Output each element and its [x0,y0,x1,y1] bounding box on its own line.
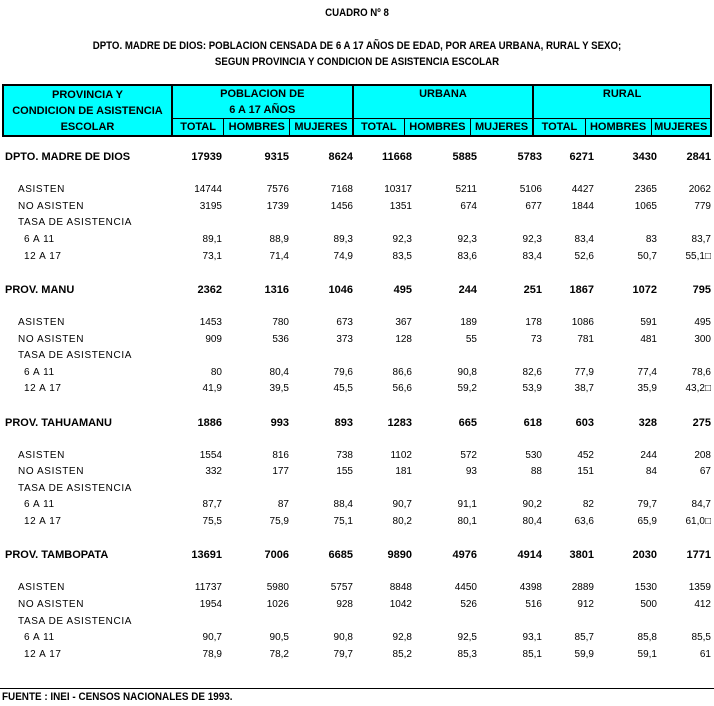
header-province-line3: ESCOLAR [60,120,115,133]
cell-value: 909 [205,333,222,345]
cell-value: 59,1 [637,648,657,660]
row-label: 12 A 17 [24,648,62,660]
cell-value: 2365 [634,184,657,196]
cell-value: 14744 [194,184,222,196]
cell-value: 80 [210,366,222,378]
cell-value: 4398 [519,582,542,594]
rate-6-11-row [0,496,714,513]
cell-value: 56,6 [392,383,412,395]
cell-value: 912 [577,599,594,611]
cell-value: 674 [460,200,477,212]
rate-12-17-row [0,646,714,663]
cell-value: 928 [336,599,353,611]
cell-value: 2889 [571,582,594,594]
asisten-row [0,447,714,464]
cell-value: 300 [694,333,711,345]
cell-value: 738 [336,449,353,461]
cell-value: 82 [582,499,594,511]
header-mujeres: MUJERES [470,119,533,137]
rate-6-11-row [0,364,714,381]
row-label: 6 A 11 [24,632,55,644]
cell-value: 1453 [199,316,222,328]
row-label: PROV. MANU [5,283,75,296]
row-label: 12 A 17 [24,383,62,395]
row-label: NO ASISTEN [18,466,85,478]
cell-value: 90,8 [457,366,477,378]
header-poblacion-line2: 6 A 17 AÑOS [172,102,353,119]
cell-value: 536 [272,333,289,345]
cell-value: 781 [577,333,594,345]
cell-value: 1072 [632,283,657,296]
cell-value: 665 [458,416,477,429]
cell-value: 5885 [452,151,477,163]
header-hombres: HOMBRES [585,119,651,137]
header-rural: RURAL [533,85,711,119]
cell-value: 65,9 [637,516,657,528]
cell-value: 412 [694,599,711,611]
cell-value: 5106 [519,184,542,196]
cell-value: 85,2 [392,648,412,660]
rate-12-17-row [0,248,714,265]
row-label: PROV. TAMBOPATA [5,549,109,562]
header-total: TOTAL [172,119,224,137]
cell-value: 79,7 [333,648,353,660]
cell-value: 78,6 [691,366,711,378]
section-block [0,546,714,679]
cell-value: 35,9 [637,383,657,395]
section-block [0,148,714,281]
cell-value: 779 [694,200,711,212]
cell-value: 85,5 [691,632,711,644]
cell-value: 50,7 [637,250,657,262]
asisten-row [0,314,714,331]
cell-value: 208 [694,449,711,461]
cell-value: 85,8 [637,632,657,644]
cell-value: 795 [692,283,711,296]
cell-value: 17939 [191,151,222,163]
cell-value: 80,4 [522,516,542,528]
cell-value: 481 [640,333,657,345]
cell-value: 5757 [330,582,353,594]
row-label: 6 A 11 [24,233,55,245]
row-label: ASISTEN [18,449,65,461]
cell-value: 45,5 [333,383,353,395]
row-label: NO ASISTEN [18,333,85,345]
no-asisten-row [0,463,714,480]
cell-value: 90,5 [269,632,289,644]
row-label: NO ASISTEN [18,599,85,611]
cell-value: 10317 [384,184,412,196]
cell-value: 92,3 [392,233,412,245]
cell-value: 2062 [688,184,711,196]
cell-value: 495 [393,283,412,296]
cell-value: 1886 [197,416,222,429]
header-province [3,85,172,136]
spacer [0,297,714,314]
row-label: 6 A 11 [24,366,55,378]
cell-value: 452 [577,449,594,461]
cell-value: 77,4 [637,366,657,378]
cell-value: 75,1 [333,516,353,528]
rate-6-11-row [0,629,714,646]
cell-value: 87 [277,499,289,511]
cell-value: 128 [395,333,412,345]
cell-value: 500 [640,599,657,611]
cell-value: 88 [530,466,542,478]
row-label: ASISTEN [18,184,65,196]
cell-value: 5980 [266,582,289,594]
footer-divider [0,688,714,689]
cell-value: 82,6 [522,366,542,378]
cell-value: 38,7 [574,383,594,395]
cell-value: 1351 [389,200,412,212]
spacer [0,563,714,580]
row-label: TASA DE ASISTENCIA [18,482,132,494]
tasa-header-row [0,613,714,630]
cell-value: 86,6 [392,366,412,378]
cell-value: 92,3 [457,233,477,245]
cell-value: 91,1 [457,499,477,511]
row-label: TASA DE ASISTENCIA [18,217,132,229]
cell-value: 1316 [264,283,289,296]
cell-value: 90,2 [522,499,542,511]
cell-value: 189 [460,316,477,328]
cell-value: 516 [525,599,542,611]
cell-value: 67 [699,466,711,478]
cell-value: 591 [640,316,657,328]
section-block [0,281,714,414]
cell-value: 1739 [266,200,289,212]
cell-value: 78,2 [269,648,289,660]
cell-value: 61 [699,648,711,660]
cell-value: 677 [525,200,542,212]
cell-value: 6685 [328,549,353,562]
spacer [0,530,714,547]
cell-value: 178 [525,316,542,328]
table-body [0,148,714,679]
cell-value: 893 [334,416,353,429]
cell-value: 151 [577,466,594,478]
cell-value: 7576 [266,184,289,196]
cell-value: 83,4 [522,250,542,262]
cell-value: 673 [336,316,353,328]
cell-value: 1026 [266,599,289,611]
cell-value: 73 [530,333,542,345]
cell-value: 88,9 [269,233,289,245]
header-mujeres: MUJERES [651,119,711,137]
cell-value: 181 [395,466,412,478]
cell-value: 4976 [452,549,477,562]
cell-value: 8848 [389,582,412,594]
cell-value: 1086 [571,316,594,328]
cell-value: 71,4 [269,250,289,262]
cell-value: 1042 [389,599,412,611]
cell-value: 41,9 [202,383,222,395]
cell-value: 780 [272,316,289,328]
cell-value: 77,9 [574,366,594,378]
cell-value: 85,7 [574,632,594,644]
row-label: ASISTEN [18,316,65,328]
row-label: 6 A 11 [24,499,55,511]
cell-value: 1867 [569,283,594,296]
cell-value: 993 [270,416,289,429]
cell-value: 2841 [686,151,711,163]
row-label: 12 A 17 [24,516,62,528]
spacer [0,430,714,447]
cell-value: 92,5 [457,632,477,644]
cell-value: 73,1 [202,250,222,262]
cell-value: 4450 [454,582,477,594]
cell-value: 9315 [264,151,289,163]
cell-value: 618 [523,416,542,429]
cell-value: 93 [465,466,477,478]
cell-value: 4427 [571,184,594,196]
rate-6-11-row [0,231,714,248]
cell-value: 93,1 [522,632,542,644]
row-label: NO ASISTEN [18,200,85,212]
cell-value: 2362 [197,283,222,296]
cell-value: 83 [645,233,657,245]
cell-value: 332 [205,466,222,478]
cell-value: 43,2□ [685,383,711,395]
cell-value: 78,9 [202,648,222,660]
cell-value: 83,6 [457,250,477,262]
spacer [0,264,714,281]
header-total: TOTAL [533,119,585,137]
cell-value: 177 [272,466,289,478]
spacer [0,662,714,679]
cell-value: 3195 [199,200,222,212]
cell-value: 83,5 [392,250,412,262]
header-poblacion-line1: POBLACION DE [172,85,353,102]
cell-value: 85,3 [457,648,477,660]
spacer [0,165,714,182]
cell-value: 526 [460,599,477,611]
cell-value: 603 [575,416,594,429]
rate-12-17-row [0,380,714,397]
cell-value: 6271 [569,151,594,163]
cell-value: 244 [458,283,477,296]
cell-value: 1102 [390,449,412,461]
cell-value: 495 [694,316,711,328]
cell-value: 1456 [330,200,353,212]
cell-value: 75,5 [202,516,222,528]
cell-value: 79,6 [333,366,353,378]
cell-value: 11737 [194,582,222,594]
cell-value: 90,7 [392,499,412,511]
rate-12-17-row [0,513,714,530]
spacer [0,397,714,414]
cell-value: 90,7 [202,632,222,644]
no-asisten-row [0,198,714,215]
cell-value: 80,2 [392,516,412,528]
cell-value: 530 [525,449,542,461]
cell-value: 328 [638,416,657,429]
cell-value: 39,5 [269,383,289,395]
asisten-row [0,181,714,198]
cell-value: 1046 [328,283,353,296]
cell-value: 87,7 [202,499,222,511]
cell-value: 1771 [686,549,711,562]
table-title-line1: DPTO. MADRE DE DIOS: POBLACION CENSADA DE 6 A 17 AÑOS DE EDAD, POR AREA URBANA, RURAL Y SEXO; [92,40,622,52]
source-note: FUENTE : INEI - CENSOS NACIONALES DE 1993. [2,691,233,703]
row-label: DPTO. MADRE DE DIOS [5,151,131,163]
cell-value: 251 [523,283,542,296]
cell-value: 61,0□ [685,516,711,528]
cell-value: 59,2 [457,383,477,395]
cell-value: 1844 [571,200,594,212]
tasa-header-row [0,480,714,497]
cell-value: 572 [460,449,477,461]
cell-value: 367 [395,316,412,328]
cell-value: 1554 [199,449,222,461]
cell-value: 89,3 [333,233,353,245]
cell-value: 5211 [455,184,477,196]
cell-value: 5783 [517,151,542,163]
cell-value: 80,1 [457,516,477,528]
cell-value: 1283 [387,416,412,429]
cell-value: 3430 [632,151,657,163]
cell-value: 75,9 [269,516,289,528]
cell-value: 83,7 [691,233,711,245]
row-label: TASA DE ASISTENCIA [18,615,132,627]
cell-value: 816 [272,449,289,461]
cell-value: 275 [692,416,711,429]
cell-value: 7006 [264,549,289,562]
cell-value: 373 [336,333,353,345]
section-total-row [0,148,714,165]
cell-value: 13691 [191,549,222,562]
table-number: CUADRO Nº 8 [325,7,389,19]
header-province-line1: PROVINCIA Y [52,88,123,101]
cell-value: 52,6 [574,250,594,262]
cell-value: 11668 [382,151,412,163]
header-urbana: URBANA [353,85,534,119]
row-label: 12 A 17 [24,250,62,262]
cell-value: 63,6 [574,516,594,528]
cell-value: 1954 [199,599,222,611]
row-label: TASA DE ASISTENCIA [18,350,132,362]
cell-value: 80,4 [269,366,289,378]
cell-value: 8624 [328,151,353,163]
column-header [2,84,712,137]
cell-value: 3801 [569,549,594,562]
asisten-row [0,579,714,596]
cell-value: 1065 [634,200,657,212]
cell-value: 92,8 [392,632,412,644]
cell-value: 79,7 [637,499,657,511]
section-total-row [0,281,714,298]
cell-value: 88,4 [333,499,353,511]
cell-value: 1359 [688,582,711,594]
header-province-line2: CONDICION DE ASISTENCIA [12,104,163,117]
cell-value: 53,9 [522,383,542,395]
section-block [0,414,714,547]
cell-value: 89,1 [202,233,222,245]
cell-value: 155 [336,466,353,478]
tasa-header-row [0,347,714,364]
cell-value: 7168 [330,184,353,196]
cell-value: 90,8 [333,632,353,644]
header-mujeres: MUJERES [290,119,353,137]
section-total-row [0,414,714,431]
cell-value: 85,1 [522,648,542,660]
cell-value: 55,1□ [685,250,711,262]
section-total-row [0,546,714,563]
no-asisten-row [0,331,714,348]
header-hombres: HOMBRES [224,119,290,137]
cell-value: 84 [645,466,657,478]
cell-value: 1530 [634,582,657,594]
cell-value: 83,4 [574,233,594,245]
cell-value: 244 [640,449,657,461]
cell-value: 9890 [387,549,412,562]
no-asisten-row [0,596,714,613]
cell-value: 92,3 [522,233,542,245]
cell-value: 55 [465,333,477,345]
cell-value: 2030 [632,549,657,562]
cell-value: 84,7 [691,499,711,511]
table-title-line2: SEGUN PROVINCIA Y CONDICION DE ASISTENCIA ESCOLAR [214,56,500,68]
tasa-header-row [0,214,714,231]
cell-value: 59,9 [574,648,594,660]
header-total: TOTAL [353,119,405,137]
header-hombres: HOMBRES [404,119,470,137]
row-label: PROV. TAHUAMANU [5,416,112,429]
row-label: ASISTEN [18,582,65,594]
cell-value: 4914 [517,549,542,562]
cell-value: 74,9 [333,250,353,262]
